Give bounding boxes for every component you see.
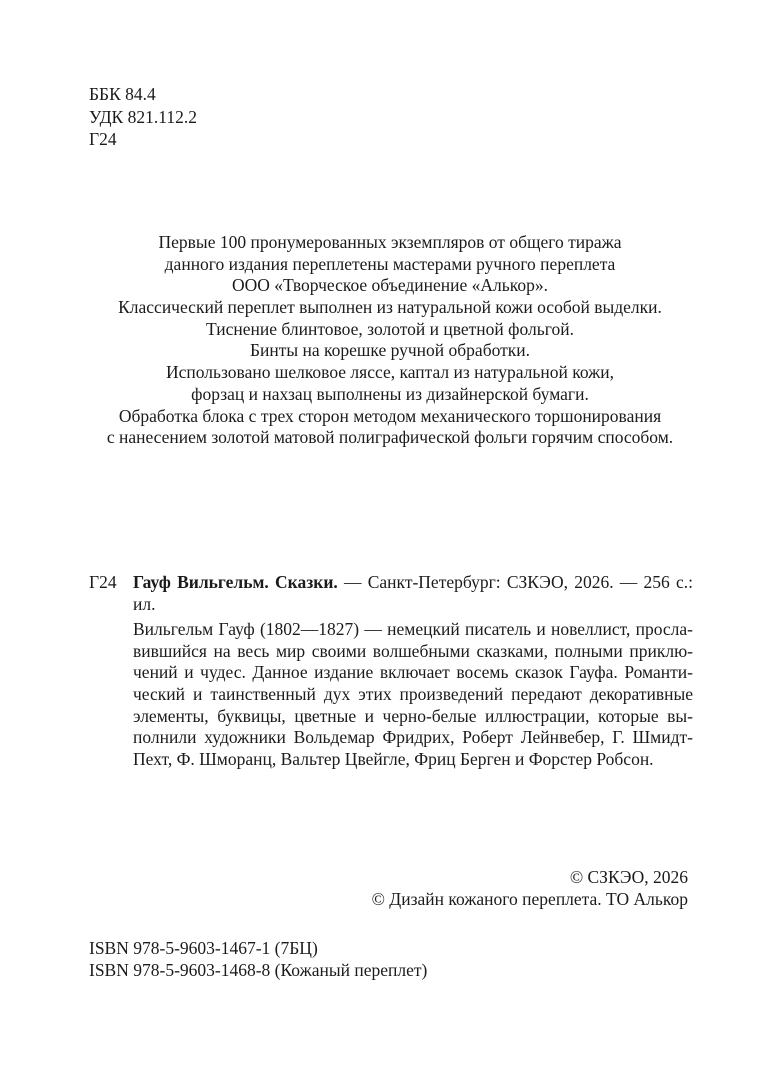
record-index: Г24 [89, 572, 117, 592]
bibliographic-record [89, 571, 693, 615]
classification-codes [89, 83, 197, 151]
author-mark: Г24 [89, 129, 117, 149]
udk-code: УДК 821.112.2 [89, 106, 197, 127]
bibliographic-heading [89, 571, 693, 593]
imprint: — Санкт-Петербург: СЗКЭО, 2026. — 256 с.: [337, 572, 693, 592]
isbn-line: ISBN 978-5-9603-1467-1 (7БЦ) [89, 938, 318, 958]
edition-note-line: с нанесением золотой матовой полиграфической фольги горячим способом. [106, 427, 674, 448]
annotation-line: элементы, буквицы, цветные и черно-белые иллюстрации, которые вы- [133, 705, 693, 726]
annotation-line: вившийся на весь мир своими волшебными сказками, полными приклю- [133, 640, 693, 661]
edition-note-line: Классический переплет выполнен из натуральной кожи особой выделки. [118, 297, 662, 318]
annotation-line: Пехт, Ф. Шморанц, Вальтер Цвейгле, Фриц Берген и Форстер Робсон. [133, 749, 654, 770]
edition-note-line: Обработка блока с трех сторон методом механического торшонирования [118, 405, 662, 426]
imprint-continuation: ил. [133, 594, 156, 614]
edition-note-line: Использовано шелковое ляссе, каптал из натуральной кожи, [165, 362, 615, 383]
record-heading [133, 571, 693, 593]
edition-note-line: Бинты на корешке ручной обработки. [249, 340, 531, 361]
edition-note-line: форзац и нахзац выполнены из дизайнерской бумаги. [191, 383, 589, 404]
isbn-line: ISBN 978-5-9603-1468-8 (Кожаный переплет) [89, 960, 428, 980]
copyright-block [372, 866, 688, 910]
annotation-line: полнили художники Вольдемар Фридрих, Роберт Лейнвебер, Г. Шмидт- [133, 727, 693, 748]
author-title: Гауф Вильгельм. Сказки. [133, 572, 338, 592]
annotation-line: чений и чудес. Данное издание включает восемь сказок Гауфа. Романти- [133, 662, 693, 683]
edition-note-line: Тиснение блинтовое, золотой и цветной фольгой. [206, 318, 574, 339]
annotation [133, 619, 693, 771]
annotation-line: Вильгельм Гауф (1802—1827) — немецкий писатель и новеллист, просла- [133, 619, 693, 639]
edition-note-line: Первые 100 пронумерованных экземпляров от общего тиража [158, 232, 622, 252]
edition-note-line: данного издания переплетены мастерами ручного переплета [164, 253, 616, 274]
annotation-line: ческий и таинственный дух этих произведений передают декоративные [133, 684, 693, 705]
isbn-block [89, 937, 427, 981]
edition-notes [60, 232, 720, 449]
copyright-publisher: © СЗКЭО, 2026 [569, 867, 688, 887]
edition-note-line: ООО «Творческое объединение «Алькор». [232, 275, 548, 296]
bbk-code: ББК 84.4 [89, 84, 156, 104]
copyright-binding-design: © Дизайн кожаного переплета. ТО Алькор [371, 889, 688, 909]
